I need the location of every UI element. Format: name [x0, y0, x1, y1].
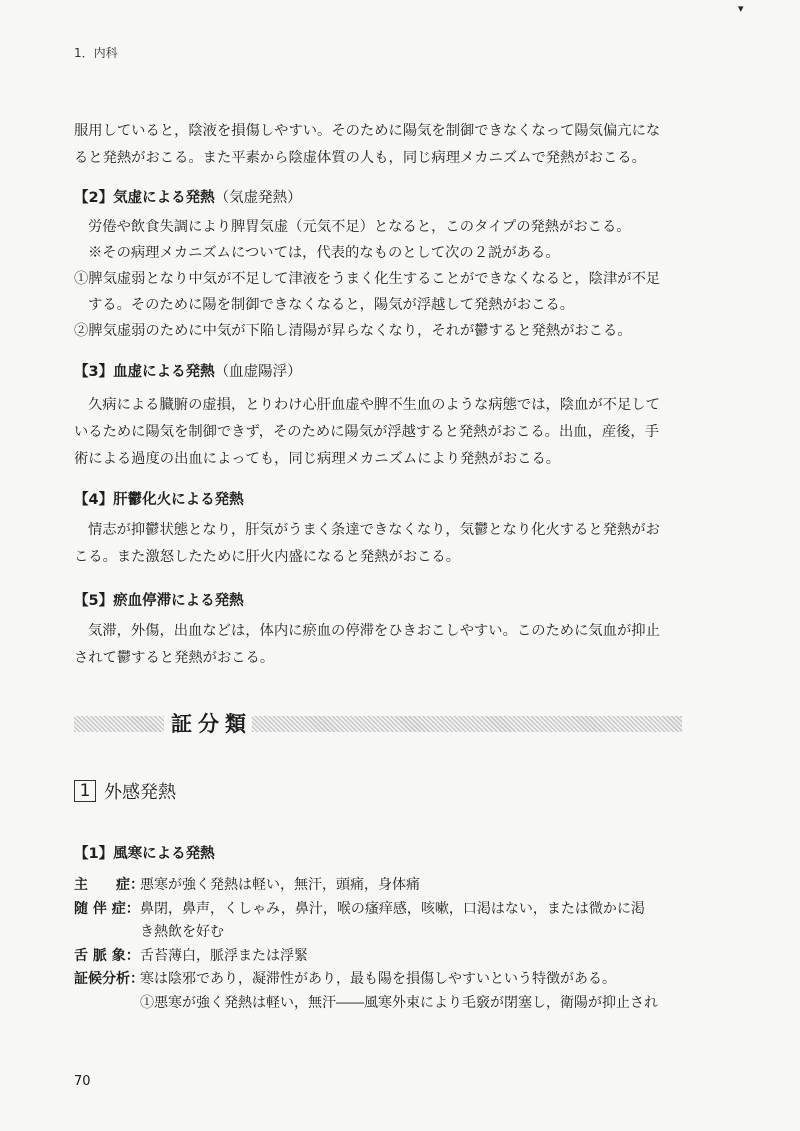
section-2-line-5: ②脾気虚弱のために中気が下陥し清陽が昇らなくなり，それが鬱すると発熱がおこる。 [74, 323, 632, 339]
section-heading-5 [74, 589, 244, 610]
section-2-line-1: 労倦や飲食失調により脾胃気虚（元気不足）となると，このタイプの発熱がおこる。 [88, 219, 631, 235]
section-heading-4 [74, 488, 244, 509]
section-3-line-3: 術による過度の出血によっても，同じ病理メカニズムにより発熱がおこる。 [74, 451, 561, 467]
banner-hatch-left [74, 716, 164, 732]
section-heading-2 [74, 186, 302, 207]
chapter-heading [74, 778, 176, 804]
section-4-line-1: 情志が抑鬱状態となり，肝気がうまく条達できなくなり，気鬱となり化火すると発熱がお [88, 522, 660, 538]
intro-line-1: 服用していると，陰液を損傷しやすい。そのために陽気を制御できなくなって陽気偏亢にな [74, 123, 661, 139]
section-3-line-2: いるために陽気を制御できず，そのために陽気が浮越すると発熱がおこる。出血，産後，手 [74, 424, 660, 440]
item-continuation: き熱飲を好む [140, 924, 224, 940]
item-value: 寒は陰邪であり，凝滞性があり，最も陽を損傷しやすいという特徴がある。 [140, 971, 616, 987]
section-2-line-3: ①脾気虚弱となり中気が不足して津液をうまく化生することができなくなると，陰津が不足 [74, 271, 661, 287]
section-heading-4-main: 【4】肝鬱化火による発熱 [74, 492, 244, 508]
section-2-line-2: ※その病理メカニズムについては，代表的なものとして次の２説がある。 [88, 245, 560, 261]
item-value: 舌苔薄白，脈浮または浮緊 [140, 947, 308, 964]
section-3-line-1: 久病による臓腑の虚損，とりわけ心肝血虚や脾不生血のような病態では，陰血が不足して [88, 397, 660, 413]
item-label: 舌 脈 象： [74, 947, 140, 964]
symptom-row-main [74, 874, 692, 898]
intro-line-2: ると発熱がおこる。また平素から陰虚体質の人も，同じ病理メカニズムで発熱がおこる。 [74, 150, 646, 166]
item-continuation: ①悪寒が強く発熱は軽い，無汗――風寒外束により毛竅が閉塞し，衛陽が抑止され [140, 994, 658, 1011]
banner-hatch-right [252, 716, 682, 732]
symptom-row-analysis [74, 968, 692, 992]
section-5-line-2: されて鬱すると発熱がおこる。 [74, 650, 275, 666]
item-label: 随 伴 症： [74, 900, 140, 917]
section-heading-3 [74, 360, 302, 381]
subsection-heading: 【1】風寒による発熱 [74, 846, 215, 862]
section-heading-2-main: 【2】気虚による発熱 [74, 190, 215, 206]
page-number: 70 [74, 1074, 91, 1089]
section-heading-2-sub: （気虚発熱） [214, 190, 302, 206]
item-value: 悪寒が強く発熱は軽い，無汗，頭痛，身体痛 [140, 877, 420, 893]
section-5-line-1: 気滞，外傷，出血などは，体内に瘀血の停滞をひきおこしやすい。このために気血が抑止 [88, 623, 660, 639]
symptom-row-accompanying [74, 898, 692, 922]
banner-title: 証分類 [171, 712, 252, 736]
item-value: 鼻閉，鼻声，くしゃみ，鼻汁，喉の瘙痒感，咳嗽，口渇はない，または微かに渇 [140, 900, 645, 917]
symptom-list [74, 874, 692, 1015]
section-heading-3-sub: （血虚陽浮） [214, 364, 302, 380]
corner-mark: ▾ [738, 2, 744, 15]
section-banner [74, 710, 682, 738]
symptom-row-tongue-pulse [74, 945, 692, 969]
section-heading-3-main: 【3】血虚による発熱 [74, 364, 215, 380]
section-2-line-4: する。そのために陽を制御できなくなると，陽気が浮越して発熱がおこる。 [88, 297, 575, 313]
chapter-title: 外感発熱 [104, 782, 176, 803]
chapter-number-box: 1 [74, 780, 96, 802]
section-heading-5-main: 【5】瘀血停滞による発熱 [74, 593, 244, 609]
section-4-line-2: こる。また激怒したために肝火内盛になると発熱がおこる。 [74, 549, 461, 565]
running-head: 1．内科 [74, 46, 118, 60]
item-label: 証候分析： [74, 971, 144, 987]
item-label: 主 症： [74, 877, 144, 893]
